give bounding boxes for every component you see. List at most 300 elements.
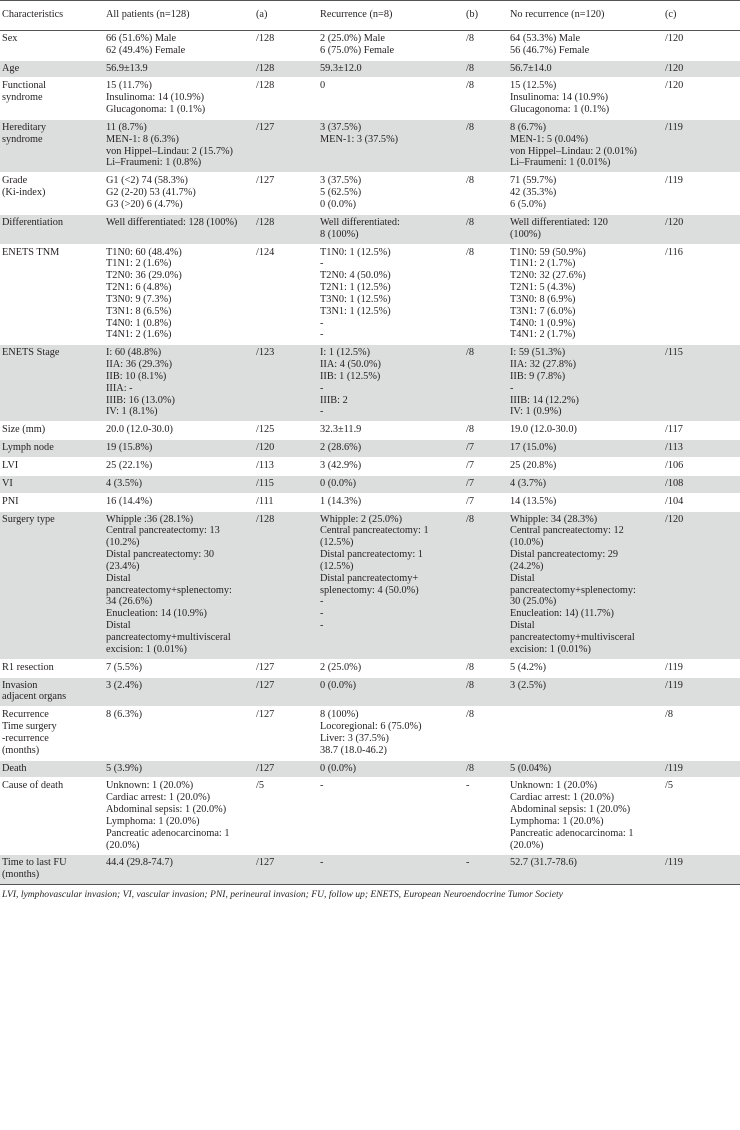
characteristic-cell bbox=[0, 707, 104, 760]
no-recurrence-n-cell bbox=[663, 244, 740, 345]
cell-line: IIA: 32 (27.8%) bbox=[510, 359, 577, 371]
no-recurrence-cell bbox=[508, 707, 663, 760]
no-recurrence-n-cell bbox=[663, 214, 740, 244]
cell-line: 64 (53.3%) Male bbox=[510, 32, 581, 44]
cell-line: /127 bbox=[256, 709, 275, 721]
cell-line: Size (mm) bbox=[2, 424, 46, 436]
table-row bbox=[0, 707, 740, 760]
recurrence-n-cell bbox=[464, 60, 508, 78]
cell-line: pancreatectomy+splenectomy: bbox=[106, 584, 232, 596]
cell-line: IIA: 36 (29.3%) bbox=[106, 359, 173, 371]
cell-line: /113 bbox=[665, 442, 683, 454]
cell-line: /119 bbox=[665, 175, 683, 187]
cell-line: Functional bbox=[2, 80, 47, 92]
cell-line: /5 bbox=[665, 780, 674, 792]
cell-line: 30 (25.0%) bbox=[510, 596, 557, 608]
cell-line: Central pancreatectomy: 12 bbox=[510, 525, 624, 537]
cell-line: /8 bbox=[466, 513, 475, 525]
cell-line: /125 bbox=[256, 424, 275, 436]
recurrence-n-cell bbox=[464, 677, 508, 707]
all-patients-cell bbox=[104, 422, 254, 440]
all-patients-n-cell bbox=[254, 173, 318, 215]
cell-line: T3N0: 9 (7.3%) bbox=[106, 293, 172, 305]
no-recurrence-cell bbox=[508, 493, 663, 511]
table-row bbox=[0, 475, 740, 493]
cell-line: Glucagonoma: 1 (0.1%) bbox=[510, 104, 610, 116]
cell-line: 17 (15.0%) bbox=[510, 442, 557, 454]
cell-line: 20.0 (12.0-30.0) bbox=[106, 424, 173, 436]
cell-line: /115 bbox=[665, 347, 683, 359]
recurrence-cell bbox=[318, 475, 464, 493]
cell-line: 52.7 (31.7-78.6) bbox=[510, 857, 577, 869]
cell-line: 0 (0.0%) bbox=[320, 198, 357, 210]
all-patients-n-cell bbox=[254, 78, 318, 120]
cell-line: 4 (3.7%) bbox=[510, 477, 547, 489]
characteristic-cell bbox=[0, 422, 104, 440]
cell-line: G2 (2-20) 53 (41.7%) bbox=[106, 187, 196, 199]
all-patients-cell bbox=[104, 78, 254, 120]
cell-line: 3 (37.5%) bbox=[320, 175, 362, 187]
cell-line: Distal pancreatectomy: 1 bbox=[320, 549, 423, 561]
cell-line: - bbox=[320, 857, 324, 869]
cell-line: Whipple: 2 (25.0%) bbox=[320, 513, 403, 525]
no-recurrence-cell bbox=[508, 30, 663, 60]
header-all-patients: All patients (n=128) bbox=[104, 1, 254, 31]
recurrence-n-cell bbox=[464, 511, 508, 659]
cell-line: - bbox=[320, 620, 324, 632]
table-row bbox=[0, 458, 740, 476]
cell-line: /108 bbox=[665, 477, 684, 489]
cell-line: I: 60 (48.8%) bbox=[106, 347, 162, 359]
all-patients-cell bbox=[104, 214, 254, 244]
all-patients-n-cell bbox=[254, 475, 318, 493]
cell-line: 71 (59.7%) bbox=[510, 175, 557, 187]
cell-line: T1N1: 2 (1.7%) bbox=[510, 258, 576, 270]
table-row bbox=[0, 119, 740, 172]
recurrence-cell bbox=[318, 511, 464, 659]
table-row bbox=[0, 60, 740, 78]
cell-line: Liver: 3 (37.5%) bbox=[320, 732, 389, 744]
cell-line: /7 bbox=[466, 477, 475, 489]
all-patients-cell bbox=[104, 677, 254, 707]
cell-line: /128 bbox=[256, 32, 275, 44]
cell-line: Enucleation: 14) (11.7%) bbox=[510, 608, 614, 620]
no-recurrence-cell bbox=[508, 659, 663, 677]
cell-line: 11 (8.7%) bbox=[106, 121, 147, 133]
cell-line: I: 59 (51.3%) bbox=[510, 347, 566, 359]
cell-line: /123 bbox=[256, 347, 275, 359]
characteristic-cell bbox=[0, 760, 104, 778]
header-c: (c) bbox=[663, 1, 740, 31]
cell-line: G3 (>20) 6 (4.7%) bbox=[106, 198, 183, 210]
no-recurrence-n-cell bbox=[663, 493, 740, 511]
header-no-recurrence: No recurrence (n=120) bbox=[508, 1, 663, 31]
cell-line: /128 bbox=[256, 216, 275, 228]
recurrence-n-cell bbox=[464, 422, 508, 440]
characteristic-cell bbox=[0, 475, 104, 493]
all-patients-n-cell bbox=[254, 422, 318, 440]
cell-line: 25 (22.1%) bbox=[106, 460, 153, 471]
table-row bbox=[0, 244, 740, 345]
cell-line: 0 (0.0%) bbox=[320, 477, 357, 489]
cell-line: Cardiac arrest: 1 (20.0%) bbox=[510, 792, 615, 804]
no-recurrence-cell bbox=[508, 511, 663, 659]
cell-line: 15 (11.7%) bbox=[106, 80, 152, 92]
cell-line: Whipple :36 (28.1%) bbox=[106, 513, 194, 525]
cell-line: 3 (2.4%) bbox=[106, 679, 143, 691]
characteristic-cell bbox=[0, 855, 104, 885]
cell-line: /119 bbox=[665, 121, 683, 133]
cell-line: - bbox=[320, 780, 324, 792]
cell-line: - bbox=[320, 258, 324, 270]
cell-line: 1 (14.3%) bbox=[320, 495, 362, 507]
cell-line: (12.5%) bbox=[320, 560, 354, 572]
table-body bbox=[0, 30, 740, 884]
cell-line: Well differentiated: bbox=[320, 216, 400, 228]
cell-line: splenectomy: 4 (50.0%) bbox=[320, 584, 419, 596]
no-recurrence-n-cell bbox=[663, 440, 740, 458]
no-recurrence-cell bbox=[508, 677, 663, 707]
characteristic-cell bbox=[0, 778, 104, 855]
recurrence-cell bbox=[318, 493, 464, 511]
cell-line: 4 (3.5%) bbox=[106, 477, 143, 489]
cell-line: (20.0%) bbox=[510, 839, 544, 851]
cell-line: 8 (100%) bbox=[320, 709, 359, 721]
cell-line: MEN-1: 3 (37.5%) bbox=[320, 133, 399, 145]
no-recurrence-n-cell bbox=[663, 760, 740, 778]
cell-line: pancreatectomy+multivisceral bbox=[106, 631, 231, 643]
cell-line: /128 bbox=[256, 62, 275, 74]
cell-line: T4N1: 2 (1.7%) bbox=[510, 329, 576, 341]
cell-line: IIB: 10 (8.1%) bbox=[106, 370, 167, 382]
all-patients-n-cell bbox=[254, 511, 318, 659]
no-recurrence-cell bbox=[508, 173, 663, 215]
recurrence-n-cell bbox=[464, 659, 508, 677]
all-patients-cell bbox=[104, 707, 254, 760]
cell-line: Distal bbox=[106, 572, 131, 584]
table-footnote: LVI, lymphovascular invasion; VI, vascular invasion; PNI, perineural invasion; FU, follow up; ENETS, European Neuroendocrine Tumor Society bbox=[2, 889, 563, 901]
cell-line: IIA: 4 (50.0%) bbox=[320, 359, 381, 371]
cell-line: /8 bbox=[665, 709, 674, 721]
no-recurrence-n-cell bbox=[663, 422, 740, 440]
cell-line: PNI bbox=[2, 495, 19, 507]
no-recurrence-n-cell bbox=[663, 78, 740, 120]
all-patients-cell bbox=[104, 760, 254, 778]
cell-line: /111 bbox=[256, 495, 274, 507]
cell-line: /8 bbox=[466, 709, 475, 721]
all-patients-cell bbox=[104, 493, 254, 511]
all-patients-cell bbox=[104, 659, 254, 677]
cell-line: T4N1: 2 (1.6%) bbox=[106, 329, 172, 341]
table-row bbox=[0, 345, 740, 422]
cell-line: T4N0: 1 (0.8%) bbox=[106, 317, 172, 329]
recurrence-cell bbox=[318, 458, 464, 476]
cell-line: 15 (12.5%) bbox=[510, 80, 557, 92]
cell-line: -recurrence bbox=[2, 732, 49, 744]
cell-line: - bbox=[466, 780, 470, 792]
characteristic-cell bbox=[0, 659, 104, 677]
characteristic-cell bbox=[0, 60, 104, 78]
cell-line: Distal bbox=[510, 620, 535, 632]
cell-line: /8 bbox=[466, 679, 475, 691]
cell-line: 8 (100%) bbox=[320, 228, 359, 240]
cell-line: Whipple: 34 (28.3%) bbox=[510, 513, 598, 525]
recurrence-n-cell bbox=[464, 778, 508, 855]
cell-line: LVI bbox=[2, 460, 19, 471]
cell-line: adjacent organs bbox=[2, 691, 67, 703]
cell-line: /120 bbox=[665, 216, 684, 228]
recurrence-cell bbox=[318, 173, 464, 215]
cell-line: T3N0: 1 (12.5%) bbox=[320, 293, 391, 305]
cell-line: T4N0: 1 (0.9%) bbox=[510, 317, 576, 329]
recurrence-n-cell bbox=[464, 345, 508, 422]
all-patients-n-cell bbox=[254, 677, 318, 707]
cell-line: 0 bbox=[320, 80, 326, 92]
cell-line: /8 bbox=[466, 62, 475, 74]
cell-line: 2 (25.0%) Male bbox=[320, 32, 385, 44]
cell-line: 56.7±14.0 bbox=[510, 62, 552, 74]
cell-line: Time surgery bbox=[2, 721, 57, 733]
no-recurrence-n-cell bbox=[663, 119, 740, 172]
cell-line: (100%) bbox=[510, 228, 541, 240]
cell-line: /128 bbox=[256, 513, 275, 525]
cell-line: T2N1: 5 (4.3%) bbox=[510, 282, 576, 294]
cell-line: Distal bbox=[510, 572, 535, 584]
cell-line: syndrome bbox=[2, 133, 43, 145]
all-patients-n-cell bbox=[254, 119, 318, 172]
recurrence-cell bbox=[318, 677, 464, 707]
cell-line: T2N0: 4 (50.0%) bbox=[320, 270, 391, 282]
cell-line: Time to last FU bbox=[2, 857, 67, 869]
recurrence-n-cell bbox=[464, 119, 508, 172]
cell-line: /127 bbox=[256, 661, 275, 673]
recurrence-cell bbox=[318, 707, 464, 760]
recurrence-cell bbox=[318, 60, 464, 78]
no-recurrence-n-cell bbox=[663, 511, 740, 659]
cell-line: /119 bbox=[665, 679, 683, 691]
table-row bbox=[0, 440, 740, 458]
cell-line: Abdominal sepsis: 1 (20.0%) bbox=[510, 804, 631, 816]
cell-line: Abdominal sepsis: 1 (20.0%) bbox=[106, 804, 227, 816]
cell-line: /127 bbox=[256, 679, 275, 691]
cell-line: /8 bbox=[466, 246, 475, 258]
table-row bbox=[0, 511, 740, 659]
header-characteristics: Characteristics bbox=[0, 1, 104, 31]
all-patients-cell bbox=[104, 173, 254, 215]
cell-line: T2N0: 36 (29.0%) bbox=[106, 270, 182, 282]
cell-line: Distal pancreatectomy: 29 bbox=[510, 549, 619, 561]
cell-line: (24.2%) bbox=[510, 560, 544, 572]
cell-line: /7 bbox=[466, 442, 475, 454]
no-recurrence-cell bbox=[508, 855, 663, 885]
all-patients-cell bbox=[104, 511, 254, 659]
cell-line: T1N0: 1 (12.5%) bbox=[320, 246, 391, 258]
cell-line: Surgery type bbox=[2, 513, 55, 525]
cell-line: (23.4%) bbox=[106, 560, 140, 572]
characteristic-cell bbox=[0, 244, 104, 345]
no-recurrence-cell bbox=[508, 475, 663, 493]
cell-line: T3N1: 7 (6.0%) bbox=[510, 305, 576, 317]
cell-line: Invasion bbox=[2, 679, 38, 691]
recurrence-cell bbox=[318, 78, 464, 120]
cell-line: T1N0: 59 (50.9%) bbox=[510, 246, 586, 258]
characteristic-cell bbox=[0, 345, 104, 422]
cell-line: 34 (26.6%) bbox=[106, 596, 153, 608]
cell-line: /128 bbox=[256, 80, 275, 92]
cell-line: /8 bbox=[466, 216, 475, 228]
recurrence-cell bbox=[318, 855, 464, 885]
all-patients-cell bbox=[104, 30, 254, 60]
cell-line: Lymph node bbox=[2, 442, 54, 454]
recurrence-n-cell bbox=[464, 493, 508, 511]
no-recurrence-cell bbox=[508, 60, 663, 78]
cell-line: IIIB: 14 (12.2%) bbox=[510, 394, 579, 406]
header-a: (a) bbox=[254, 1, 318, 31]
table-row bbox=[0, 78, 740, 120]
cell-line: /106 bbox=[665, 460, 684, 471]
cell-line: Differentiation bbox=[2, 216, 63, 228]
recurrence-n-cell bbox=[464, 214, 508, 244]
cell-line: 19.0 (12.0-30.0) bbox=[510, 424, 577, 436]
cell-line: 8 (6.7%) bbox=[510, 121, 547, 133]
cell-line: - bbox=[320, 406, 324, 418]
cell-line: VI bbox=[2, 477, 13, 489]
all-patients-cell bbox=[104, 458, 254, 476]
all-patients-n-cell bbox=[254, 493, 318, 511]
recurrence-cell bbox=[318, 422, 464, 440]
cell-line: Pancreatic adenocarcinoma: 1 bbox=[510, 827, 634, 839]
cell-line: /120 bbox=[665, 80, 684, 92]
all-patients-cell bbox=[104, 778, 254, 855]
cell-line: Distal bbox=[106, 620, 131, 632]
cell-line: 32.3±11.9 bbox=[320, 424, 362, 436]
cell-line: IV: 1 (8.1%) bbox=[106, 406, 158, 418]
recurrence-cell bbox=[318, 244, 464, 345]
cell-line: 42 (35.3%) bbox=[510, 187, 557, 199]
table-row bbox=[0, 214, 740, 244]
recurrence-cell bbox=[318, 214, 464, 244]
cell-line: 66 (51.6%) Male bbox=[106, 32, 177, 44]
cell-line: /119 bbox=[665, 857, 683, 869]
cell-line: - bbox=[320, 382, 324, 394]
cell-line: 8 (6.3%) bbox=[106, 709, 143, 721]
cell-line: 0 (0.0%) bbox=[320, 762, 357, 774]
cell-line: 19 (15.8%) bbox=[106, 442, 153, 454]
cell-line: Grade bbox=[2, 175, 28, 187]
cell-line: /8 bbox=[466, 347, 475, 359]
table-row bbox=[0, 677, 740, 707]
cell-line: T2N1: 6 (4.8%) bbox=[106, 282, 172, 294]
characteristic-cell bbox=[0, 493, 104, 511]
cell-line: von Hippel–Lindau: 2 (15.7%) bbox=[106, 145, 233, 157]
all-patients-cell bbox=[104, 60, 254, 78]
cell-line: /7 bbox=[466, 460, 475, 471]
recurrence-n-cell bbox=[464, 475, 508, 493]
cell-line: Central pancreatectomy: 13 bbox=[106, 525, 220, 537]
no-recurrence-n-cell bbox=[663, 475, 740, 493]
table-row bbox=[0, 493, 740, 511]
cell-line: MEN-1: 8 (6.3%) bbox=[106, 133, 179, 145]
cell-line: 5 (62.5%) bbox=[320, 187, 362, 199]
table-header bbox=[0, 1, 740, 31]
cell-line: (months) bbox=[2, 744, 40, 756]
all-patients-cell bbox=[104, 475, 254, 493]
cell-line: 6 (75.0%) Female bbox=[320, 44, 395, 56]
cell-line: - bbox=[466, 857, 470, 869]
cell-line: IV: 1 (0.9%) bbox=[510, 406, 562, 418]
cell-line: Central pancreatectomy: 1 bbox=[320, 525, 429, 537]
no-recurrence-cell bbox=[508, 760, 663, 778]
cell-line: Cause of death bbox=[2, 780, 64, 792]
cell-line: Li–Fraumeni: 1 (0.01%) bbox=[510, 157, 611, 169]
cell-line: Hereditary bbox=[2, 121, 47, 133]
cell-line: T3N0: 8 (6.9%) bbox=[510, 293, 576, 305]
cell-line: IIIB: 2 bbox=[320, 394, 348, 406]
table-row bbox=[0, 855, 740, 885]
no-recurrence-cell bbox=[508, 78, 663, 120]
cell-line: /8 bbox=[466, 424, 475, 436]
cell-line: IIIB: 16 (13.0%) bbox=[106, 394, 175, 406]
no-recurrence-cell bbox=[508, 244, 663, 345]
no-recurrence-n-cell bbox=[663, 30, 740, 60]
cell-line: /8 bbox=[466, 175, 475, 187]
cell-line: R1 resection bbox=[2, 661, 54, 673]
cell-line: 56 (46.7%) Female bbox=[510, 44, 590, 56]
all-patients-cell bbox=[104, 345, 254, 422]
cell-line: excision: 1 (0.01%) bbox=[510, 643, 591, 655]
no-recurrence-cell bbox=[508, 778, 663, 855]
cell-line: /119 bbox=[665, 661, 683, 673]
cell-line: /127 bbox=[256, 175, 275, 187]
characteristic-cell bbox=[0, 458, 104, 476]
cell-line: Enucleation: 14 (10.9%) bbox=[106, 608, 207, 620]
cell-line: /120 bbox=[665, 32, 684, 44]
cell-line: Distal pancreatectomy+ bbox=[320, 572, 419, 584]
cell-line: ENETS Stage bbox=[2, 347, 60, 359]
cell-line: (10.0%) bbox=[510, 537, 544, 549]
recurrence-cell bbox=[318, 659, 464, 677]
all-patients-cell bbox=[104, 855, 254, 885]
cell-line: I: 1 (12.5%) bbox=[320, 347, 371, 359]
cell-line: G1 (<2) 74 (58.3%) bbox=[106, 175, 188, 187]
cell-line: 3 (37.5%) bbox=[320, 121, 362, 133]
cell-line: Recurrence bbox=[2, 709, 49, 721]
cell-line: - bbox=[320, 329, 324, 341]
cell-line: excision: 1 (0.01%) bbox=[106, 643, 187, 655]
all-patients-n-cell bbox=[254, 345, 318, 422]
header-recurrence: Recurrence (n=8) bbox=[318, 1, 464, 31]
cell-line: Age bbox=[2, 62, 20, 74]
no-recurrence-n-cell bbox=[663, 173, 740, 215]
cell-line: /8 bbox=[466, 762, 475, 774]
recurrence-cell bbox=[318, 345, 464, 422]
all-patients-n-cell bbox=[254, 214, 318, 244]
cell-line: Lymphoma: 1 (20.0%) bbox=[510, 815, 604, 827]
characteristic-cell bbox=[0, 511, 104, 659]
cell-line: Well differentiated: 120 bbox=[510, 216, 608, 228]
cell-line: Cardiac arrest: 1 (20.0%) bbox=[106, 792, 211, 804]
recurrence-n-cell bbox=[464, 760, 508, 778]
cell-line: T3N1: 8 (6.5%) bbox=[106, 305, 172, 317]
cell-line: /8 bbox=[466, 661, 475, 673]
cell-line: Insulinoma: 14 (10.9%) bbox=[510, 92, 609, 104]
cell-line: 7 (5.5%) bbox=[106, 661, 143, 673]
cell-line: Sex bbox=[2, 32, 18, 44]
cell-line: MEN-1: 5 (0.04%) bbox=[510, 133, 589, 145]
cell-line: 14 (13.5%) bbox=[510, 495, 557, 507]
cell-line: /113 bbox=[256, 460, 274, 471]
cell-line: (months) bbox=[2, 869, 40, 881]
